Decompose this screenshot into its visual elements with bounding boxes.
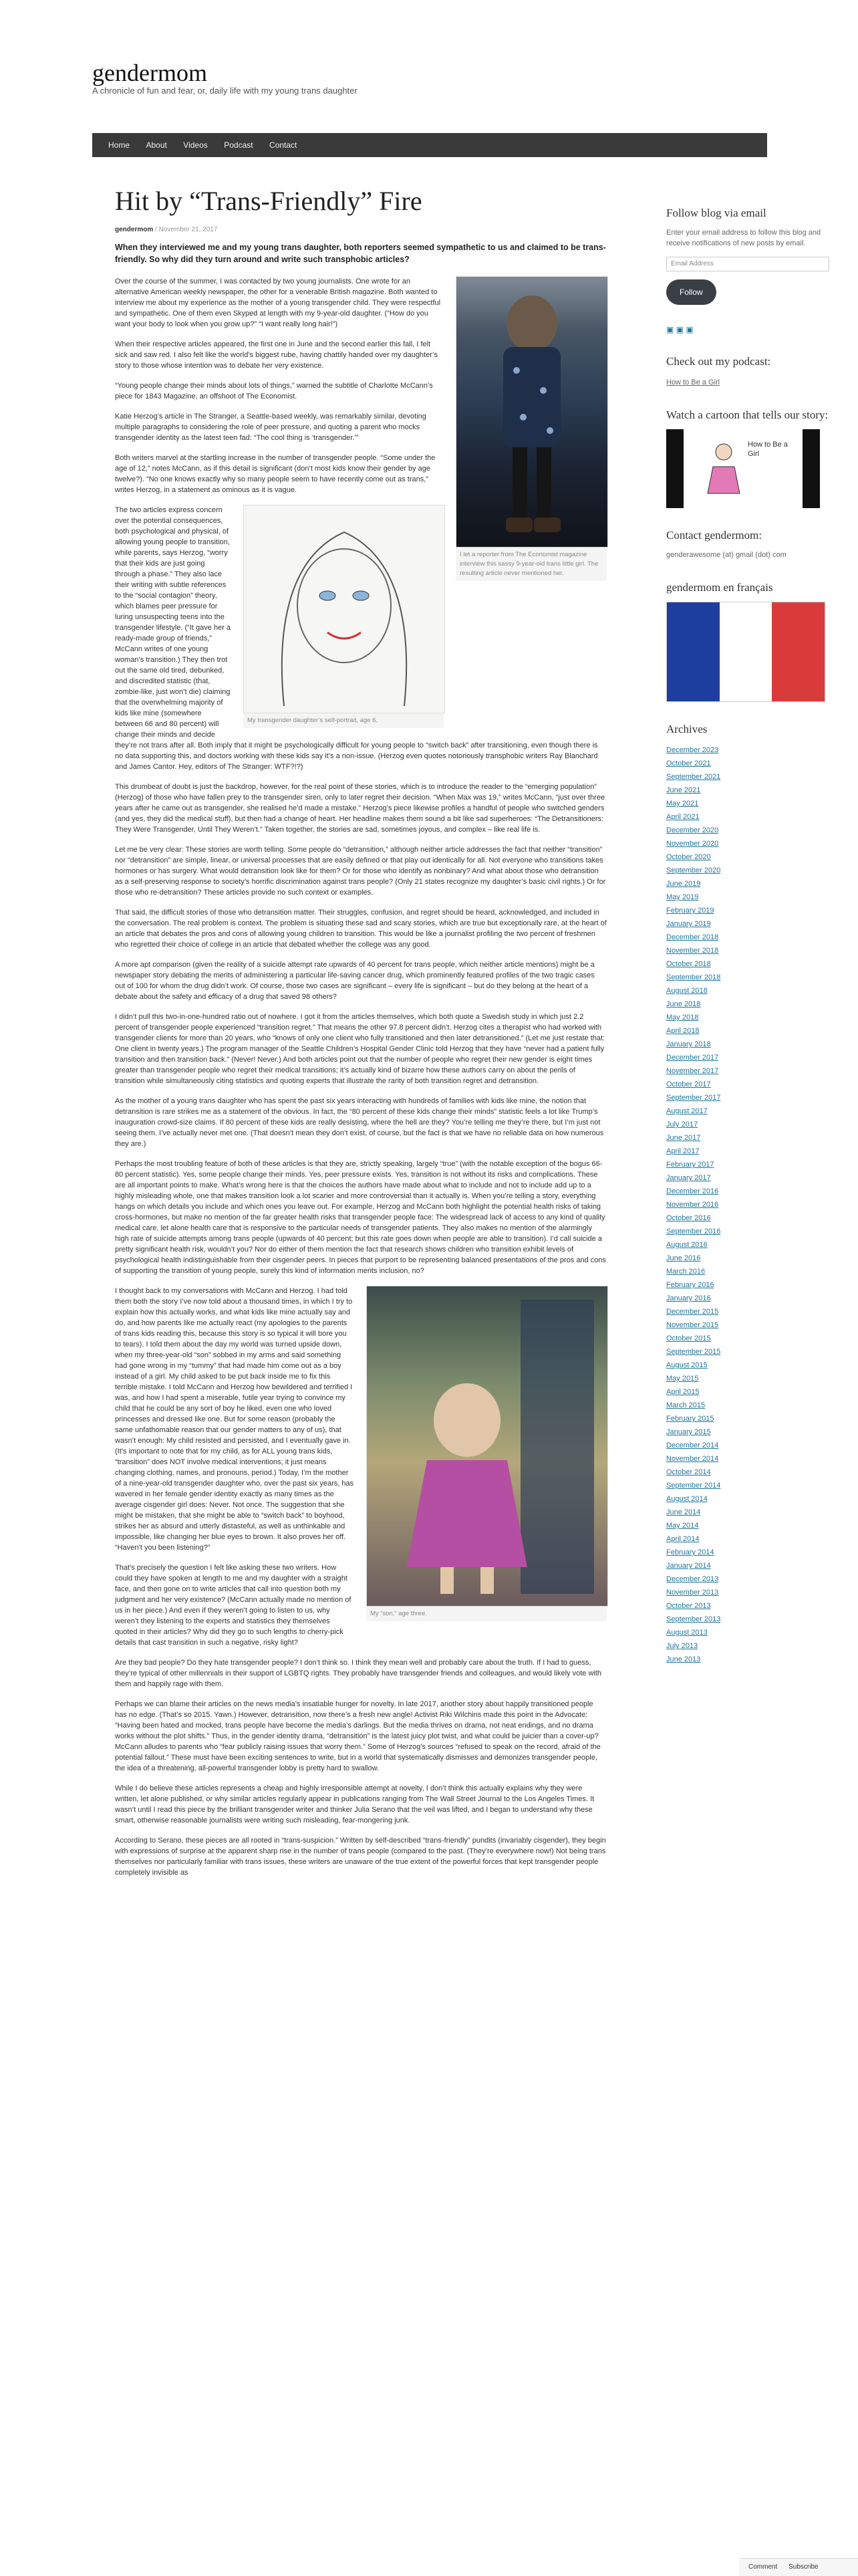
flag-white-stripe xyxy=(720,602,772,701)
french-flag[interactable] xyxy=(666,602,825,702)
archive-link[interactable]: April 2018 xyxy=(666,1027,700,1035)
archive-link[interactable]: June 2017 xyxy=(666,1134,701,1142)
archive-link[interactable]: February 2017 xyxy=(666,1161,714,1169)
post-date-separator: / xyxy=(155,226,157,233)
archive-link[interactable]: February 2019 xyxy=(666,907,714,915)
archive-link[interactable]: December 2016 xyxy=(666,1187,719,1195)
paragraph: Perhaps we can blame their articles on the news media’s insatiable hunger for novelty. In late 2017, another story about happily transitioned people has no edge. (That’s so 2015. Yawn.) However, detransition, now there’s a fresh new angle! Activist Riki Wilchins made this point in the Advocate: “Having been hated and mocked, trans people have become the media’s darlings. But the media thrives on drama, not neat endings, and no drama works without the plot shifts.” Thus, in the gender identity drama, “detransition” is the latest juicy plot twist, and what could be juicier than a cover-up? McCann alludes to parents who “fear publicly raising issues that worry them.” Some of Herzog’s sources “refused to speak on the record, afraid of the potential fallout.” These must have been exciting sentences to write, but in a world that systematically dismisses and demonizes transgender people, the idea of a threatening, all-powerful transgender lobby is pretty hard to swallow. xyxy=(115,1700,601,1772)
photo-son-age-three[interactable] xyxy=(366,1286,608,1607)
flag-blue-stripe xyxy=(667,602,720,701)
archive-link[interactable]: August 2013 xyxy=(666,1629,708,1637)
archive-link[interactable]: May 2021 xyxy=(666,800,699,808)
archive-link[interactable]: June 2013 xyxy=(666,1655,701,1663)
archive-link[interactable]: May 2014 xyxy=(666,1522,699,1530)
drawing-face-illustration xyxy=(244,505,444,713)
paragraph: Perhaps the most troubling feature of both of these articles is that they are, strictly speaking, largely “true” (with the notable exception of the bogus 66-80 percent statistic). Yes, some people change their minds. Yes, peer pressure exists. Yes, transition is not without its risks and complications. These are all important points to make. What’s wrong here is that the choices the authors have made about what to include and not to include add up to a highly misleading whole, one that makes transition look a lot scarier and more controversial than it actually is. When you’re telling a story, everything hangs on which details you include and which ones you leave out. For example, Herzog and McCann both highlight the potential health risks of taking cross-hormones, but make no mention of the far greater health risks that transgender people face: The widespread lack of access to any kind of quality medical care, let alone health care that is responsive to the particular needs of transgender patients. They also makes no mention of the alarmingly high rate of suicide attempts among trans people (upwards of 40 percent; but this rate goes down when people are able to transition). I’d call suicide a pretty significant health risk, wouldn’t you? Nor do either of them mention the fact that research shows children who transition exhibit levels of psychological health indistinguishable from their cisgender peers. In pieces that purport to be representing balanced presentations of the pros and cons of supporting the transition of young people, surely this kind of information merits inclusion, no? xyxy=(115,1160,607,1275)
archive-link[interactable]: December 2017 xyxy=(666,1054,719,1062)
archive-link[interactable]: August 2016 xyxy=(666,1241,708,1249)
archive-link[interactable]: April 2014 xyxy=(666,1535,700,1543)
archive-link[interactable]: June 2018 xyxy=(666,1000,701,1008)
archive-link[interactable]: March 2016 xyxy=(666,1268,706,1276)
archive-link[interactable]: January 2016 xyxy=(666,1294,711,1302)
cartoon-girl-icon xyxy=(704,440,744,500)
french-widget xyxy=(666,580,833,702)
archive-link[interactable]: November 2020 xyxy=(666,840,719,848)
archive-link[interactable]: August 2017 xyxy=(666,1107,708,1115)
archive-link[interactable]: October 2021 xyxy=(666,759,711,768)
paragraph: I didn’t pull this two-in-one-hundred ratio out of nowhere. I got it from the articles themselves, which both quote a Swedish study in which just 2.2 percent of transgender people experienced “transition regret.” That means the other 97.8 percent didn’t. Herzog cites a therapist who had worked with transgender clients for more than 20 years, who “knows of only one client who fully transitioned and then later detransitioned.” (Let me just restate that: One client in twenty years.) The program manager of the Seattle Children’s Hospital Gender Clinic told Herzog that they have “never had a patient fully transition and then transition back.” (Never! Never.) And both articles point out that the number of people who regret their new gender is eight times greater than transgender people who regret their medical transitions; it’s actually kind of bizarre how these authors carry on about the perils of transition while simultaneously citing statistics and quoting experts that illustrate the rarity of both transition regret and detransition. xyxy=(115,1013,605,1085)
archive-link[interactable]: September 2017 xyxy=(666,1094,721,1102)
podcast-title: Check out my podcast: xyxy=(666,355,771,368)
paragraph: A more apt comparison (given the reality of a suicide attempt rate upwards of 40 percent for trans people, which neither article mentions) might be a newspaper story debating the merits of administering a particular life-saving cancer drug, which prominently featured profiles of the two tragic cases out of 100 for whom the drug didn’t work. Of course, those two cases are significant – every life is significant – but do they belong at the heart of a debate about the safety and efficacy of a drug that saved 98 others? xyxy=(115,961,595,1001)
youtube-icon[interactable]: ▣ xyxy=(686,325,694,334)
nav-contact[interactable]: Contact xyxy=(269,140,297,150)
archive-link[interactable]: June 2019 xyxy=(666,880,701,888)
facebook-icon[interactable]: ▣ xyxy=(666,325,674,334)
archive-link[interactable]: August 2015 xyxy=(666,1361,708,1369)
nav-home[interactable]: Home xyxy=(108,140,130,150)
archive-link[interactable]: October 2017 xyxy=(666,1080,711,1088)
article xyxy=(115,186,607,1887)
photo-girl-portrait[interactable] xyxy=(456,276,608,548)
paragraph: Are they bad people? Do they hate transgender people? I don’t think so. I think they mean well and probably care about the truth. If I had to guess, they’re typical of other millennials in their support of LGBTQ rights. They probably have transgender friends and colleagues, and would likely vote with them and happily rage with them. xyxy=(115,1659,602,1688)
archive-link[interactable]: February 2015 xyxy=(666,1415,714,1423)
archive-link[interactable]: October 2013 xyxy=(666,1602,711,1610)
french-title: gendermom en français xyxy=(666,581,773,594)
archive-link[interactable]: October 2014 xyxy=(666,1468,711,1476)
archive-link[interactable]: March 2015 xyxy=(666,1401,706,1409)
paragraph: Let me be very clear: These stories are worth telling. Some people do “detransition,” although neither article addresses the fact that neither “transition” nor “detransition” are simple, linear, or universal processes that are easily defined or that play out identically for all. Not everyone who transitions takes hormones or has surgery. What would detransition look like for them? Or for those who identify as nonbinary? And what about those who detransition as a self-preserving response to society’s horrific discrimination against trans people? (Only 21 states recognize my daughter’s basic civil rights.) Or for those who re-detransition? These articles provide no such context or examples. xyxy=(115,846,606,897)
subscribe-button[interactable]: Subscribe xyxy=(789,2563,819,2571)
comment-button[interactable]: Comment xyxy=(748,2563,778,2571)
cartoon-text: How to Be a Girl xyxy=(748,441,788,458)
paragraph: That said, the difficult stories of those who detransition matter. Their struggles, confusion, and regret should be heard, acknowledged, and included in the conversation. The real problem is context. The problem is situating these sad and scary stories, which are true but exceptionally rare, at the heart of an article that debates the pros and cons of allowing young children to transition. This would be like a journalist profiling the two percent of freshmen who regretted their choice of college in an article that debated whether the college was any good. xyxy=(115,909,607,949)
paragraph: “Young people change their minds about lots of things,” warned the subtitle of Charlotte McCann’s piece for 1843 Magazine, an offshoot of The Economist. xyxy=(115,382,433,400)
post-meta xyxy=(115,226,607,233)
archives-title: Archives xyxy=(666,723,708,735)
archive-link[interactable]: September 2018 xyxy=(666,973,721,981)
post-body xyxy=(115,276,607,1878)
archive-link[interactable]: February 2014 xyxy=(666,1548,714,1556)
paragraph: This drumbeat of doubt is just the backdrop, however, for the real point of these stories, which is to introduce the reader to the “emerging population” (Herzog) of those who have fallen prey to the transgender siren, only to later regret their decision. “When Max was 19,” writes McCann, “just over three years after he came out as transgender, she realised he’d made a mistake.” Herzog’s piece likewise profiles a handful of people who switched genders (and yes, they did the medical stuff), but then had a change of heart. Her headline makes them sound a bit like sad superheroes: “The Detransitioners: They Were Transgender, Until They Weren’t.” Taken together, the stories are sad, sometimes joyous, and complex – like real life is. xyxy=(115,783,605,834)
archive-link[interactable]: April 2021 xyxy=(666,813,700,821)
photo-child-illustration xyxy=(367,1286,607,1606)
archive-link[interactable]: November 2018 xyxy=(666,947,719,955)
post-author[interactable]: gendermom xyxy=(115,226,154,233)
sidebar xyxy=(666,206,833,1686)
flag-red-stripe xyxy=(772,602,825,701)
archive-list xyxy=(666,743,833,1666)
archive-link[interactable]: June 2021 xyxy=(666,786,701,794)
archive-link[interactable]: April 2017 xyxy=(666,1147,700,1155)
archive-link[interactable]: April 2015 xyxy=(666,1388,700,1396)
archive-link[interactable]: December 2014 xyxy=(666,1441,719,1449)
archive-link[interactable]: January 2017 xyxy=(666,1174,711,1182)
cartoon-title: Watch a cartoon that tells our story: xyxy=(666,408,829,421)
caption-photo-2: My transgender daughter’s self-portrait, age 6. xyxy=(243,713,444,728)
follow-text: Enter your email address to follow this blog and receive notifications of new posts by email. xyxy=(666,229,821,247)
paragraph: When their respective articles appeared, the first one in June and the second earlier this fall, I felt sick and saw red. I also felt like the world’s biggest rube, having chattily handed over my daughter’s story to those whose intention was to debate her very existence. xyxy=(115,340,438,370)
figure-self-portrait xyxy=(243,505,444,728)
figure-photo-1 xyxy=(456,276,607,581)
paragraph: According to Serano, these pieces are all rooted in “trans-suspicion.” Written by self-described “trans-friendly” pundits (invariably cisgender), they begin with expressions of surprise at the apparent sharp rise in the number of trans people (compared to the past. (They’re everywhere now!) Not being trans themselves nor particularly familiar with trans issues, these writers are unaware of the true extent of the powerful forces that kept transgender people completely invisible as xyxy=(115,1837,606,1877)
paragraph: The two articles express concern over the potential consequences, both psychological and physical, of allowing young people to transition, while parents, says Herzog, “worry that their kids are just going through a phase.” They also lace their writing with subtle references to the “social contagion” theory, which blames peer pressure for luring unsuspecting teens into the transgender lifestyle. (“It gave her a ready-made group of friends,” McCann writes of one young woman’s transition.) They then trot out the same old tired, debunked, and discredited statistic (that, zombie-like, just won’t die) claiming that the overwhelming majority of kids like mine (somewhere between 66 and 80 percent) will change their minds and decide they’re not trans after all. Both imply that it might be psychologically difficult for young people to “switch back” after transitioning, even though there is no data supporting this, and doctors working with these kids say it’s a non-issue. (Herzog even quotes notoriously transphobic writers Ray Blanchard and James Cantor. Hey, editors of The Stranger: WTF?!?) xyxy=(115,506,598,771)
archive-link[interactable]: September 2021 xyxy=(666,773,721,781)
archive-link[interactable]: December 2020 xyxy=(666,826,719,834)
nav-videos[interactable]: Videos xyxy=(183,140,208,150)
archive-link[interactable]: December 2023 xyxy=(666,746,719,754)
paragraph: Over the course of the summer, I was contacted by two young journalists. One wrote for an alternative American weekly newspaper, the other for a venerable British magazine. Both wanted to interview me about my experience as the mother of a young transgender child. They were respectful and sympathetic. One of them even Skyped at length with my 9-year-old daughter. (“How do you want your body to look when you grow up?” “I want really long hair!”) xyxy=(115,277,441,328)
archive-link[interactable]: September 2015 xyxy=(666,1348,721,1356)
archive-link[interactable]: May 2019 xyxy=(666,893,699,901)
archive-link[interactable]: September 2020 xyxy=(666,866,721,874)
footer-actions-bar xyxy=(739,2558,858,2576)
paragraph: Both writers marvel at the startling increase in the number of transgender people. “Some under the age of 12,” notes McCann, as if this detail is significant (don’t most kids know their gender by age twelve?). “No one knows exactly why so many people seem to have recently come out as trans,” writes Herzog, in a statement as ominous as it is vague. xyxy=(115,454,436,494)
archive-link[interactable]: November 2013 xyxy=(666,1589,719,1597)
archive-link[interactable]: October 2020 xyxy=(666,853,711,861)
archive-link[interactable]: February 2016 xyxy=(666,1281,714,1289)
archive-link[interactable]: November 2014 xyxy=(666,1455,719,1463)
post-intro: When they interviewed me and my young trans daughter, both reporters seemed sympathetic to us and claimed to be trans-friendly. So why did they turn around and write such transphobic articles? xyxy=(115,243,606,264)
paragraph: I thought back to my conversations with McCann and Herzog. I had told them both the story I’ve now told about a thousand times, in which I try to explain how this actually works, and what kids like mine actually say and do, and how parents like me actually react (my apologies to the parents of trans kids reading this, because this story is so typical it will bore you to tears). I told them about the day my world was turned upside down, when my three-year-old “son” sobbed in my arms and said something had gone wrong in my “tummy” that had made him come out as a boy instead of a girl. My child asked to be put back inside me to fix this terrible mistake. I told McCann and Herzog how bewildered and terrified I was, and how I had spent a miserable, futile year trying to convince my child that he could be any sort of boy he liked, even one who loved princesses and dressed like one. But for some reason (probably the same unfathomable reason that our gender matters to any of us), that wasn’t enough: My child resisted and persisted, and I eventually gave in. (It’s important to note that for my child, as for ALL young trans kids, “transition” does NOT involve medical interventions; it just means changing clothing, names, and pronouns, period.) Today, I’m the mother of a nine-year-old transgender daughter who, over the past six years, has wavered in her female gender identity exactly as many times as the average cisgender girl does: Never. Not once. The suggestion that she might be mistaken, that she might be able to “switch back” to boyhood, strikes her as absurd and utterly distasteful, as well as unthinkable and impossible, like changing her blue eyes to brown. It also proves her off. “Haven’t you been listening?” xyxy=(115,1287,354,1552)
archive-link[interactable]: November 2017 xyxy=(666,1067,719,1075)
caption-photo-1: I let a reporter from The Economist magazine interview this sassy 9-year-old trans little girl. The resulting article never mentioned her. xyxy=(456,548,607,581)
main-nav xyxy=(92,133,767,157)
archive-link[interactable]: September 2016 xyxy=(666,1227,721,1236)
archive-link[interactable]: September 2013 xyxy=(666,1615,721,1623)
archive-link[interactable]: October 2015 xyxy=(666,1334,711,1342)
paragraph: That’s precisely the question I felt like asking these two writers. How could they have spoken at length to me and my daughter with a straight face, and then gone on to write articles that call into question both my judgment and her very existence? (McCann actually made no mention of us in her piece.) And even if they weren’t going to listen to us, why weren’t they listening to the experts and statistics they themselves quoted in their articles? Why did they go to such lengths to cherry-pick details that cast transition in such a negative, risky light? xyxy=(115,1564,351,1647)
archive-link[interactable]: August 2014 xyxy=(666,1495,708,1503)
archive-link[interactable]: May 2015 xyxy=(666,1375,699,1383)
photo-girl-illustration xyxy=(456,277,607,547)
post-date[interactable]: November 21, 2017 xyxy=(158,226,218,233)
social-icons xyxy=(666,325,833,334)
archive-link[interactable]: August 2018 xyxy=(666,987,708,995)
archive-link[interactable]: January 2014 xyxy=(666,1562,711,1570)
archive-link[interactable]: October 2016 xyxy=(666,1214,711,1222)
site-title[interactable]: gendermom xyxy=(92,60,207,86)
cartoon-widget xyxy=(666,408,833,508)
paragraph: As the mother of a young trans daughter who has spent the past six years interacting with hundreds of families with kids like mine, the notion that detransition is rare strikes me as a statement of the obvious. In fact, the “80 percent of these kids change their minds” statistic feels a lot like Trump’s inauguration crowd-size claims. If 80 percent of these kids are really desisting, where the hell are they? You’re telling me they’re there, but I’m just not seeing them. I’ve actually never met one. (That doesn’t mean they don’t exist, of course, but the fact is that we have no reliable data on how numerous they are.) xyxy=(115,1097,604,1148)
paragraph: While I do believe these articles represents a cheap and highly irresponsible attempt at novelty, I don’t think this actually explains why they were written, let alone published, or why similar articles regularly appear in publications ranging from The Wall Street Journal to the Los Angeles Times. It wasn’t until I read this piece by the brilliant transgender writer and thinker Julia Serano that the veil was lifted, and I began to understand why these smart, otherwise reasonable journalists were writing such misleading, fear-mongering junk. xyxy=(115,1784,595,1825)
archive-link[interactable]: January 2018 xyxy=(666,1040,711,1048)
archive-link[interactable]: January 2015 xyxy=(666,1428,711,1436)
archive-link[interactable]: November 2015 xyxy=(666,1321,719,1329)
archive-link[interactable]: October 2018 xyxy=(666,960,711,968)
post-title: Hit by “Trans-Friendly” Fire xyxy=(115,186,422,216)
contact-title: Contact gendermom: xyxy=(666,529,762,542)
archive-link[interactable]: July 2017 xyxy=(666,1121,698,1129)
archives-widget xyxy=(666,722,833,1666)
podcast-link[interactable]: How to Be a Girl xyxy=(666,378,720,386)
archive-link[interactable]: June 2014 xyxy=(666,1508,701,1516)
archive-link[interactable]: November 2016 xyxy=(666,1201,719,1209)
caption-photo-3: My “son,” age three. xyxy=(366,1607,607,1621)
twitter-icon[interactable]: ▣ xyxy=(676,325,684,334)
archive-link[interactable]: December 2018 xyxy=(666,933,719,941)
email-input[interactable]: Email Address xyxy=(666,257,829,271)
nav-about[interactable]: About xyxy=(146,140,167,150)
contact-email: genderawesome (at) gmail (dot) com xyxy=(666,551,786,559)
figure-photo-3 xyxy=(366,1286,607,1621)
archive-link[interactable]: December 2013 xyxy=(666,1575,719,1583)
archive-link[interactable]: June 2016 xyxy=(666,1254,701,1262)
archive-link[interactable]: July 2013 xyxy=(666,1642,698,1650)
nav-podcast[interactable]: Podcast xyxy=(224,140,253,150)
archive-link[interactable]: September 2014 xyxy=(666,1482,721,1490)
archive-link[interactable]: December 2015 xyxy=(666,1308,719,1316)
follow-widget xyxy=(666,206,833,305)
archive-link[interactable]: January 2019 xyxy=(666,920,711,928)
contact-widget xyxy=(666,528,833,560)
follow-button[interactable]: Follow xyxy=(666,279,716,305)
site-description: A chronicle of fun and fear, or, daily life with my young trans daughter xyxy=(92,86,358,96)
follow-title: Follow blog via email xyxy=(666,207,766,219)
podcast-widget xyxy=(666,354,833,388)
paragraph: Katie Herzog’s article in The Stranger, a Seattle-based weekly, was remarkably similar, devoting multiple paragraphs to considering the role of peer pressure, and quoting a parent who mocks transgender identity as the latest teen fad: “The cool thing is ‘transgender.’” xyxy=(115,413,426,442)
self-portrait-drawing[interactable] xyxy=(243,505,445,713)
cartoon-video-thumbnail[interactable] xyxy=(666,429,820,508)
archive-link[interactable]: May 2018 xyxy=(666,1014,699,1022)
